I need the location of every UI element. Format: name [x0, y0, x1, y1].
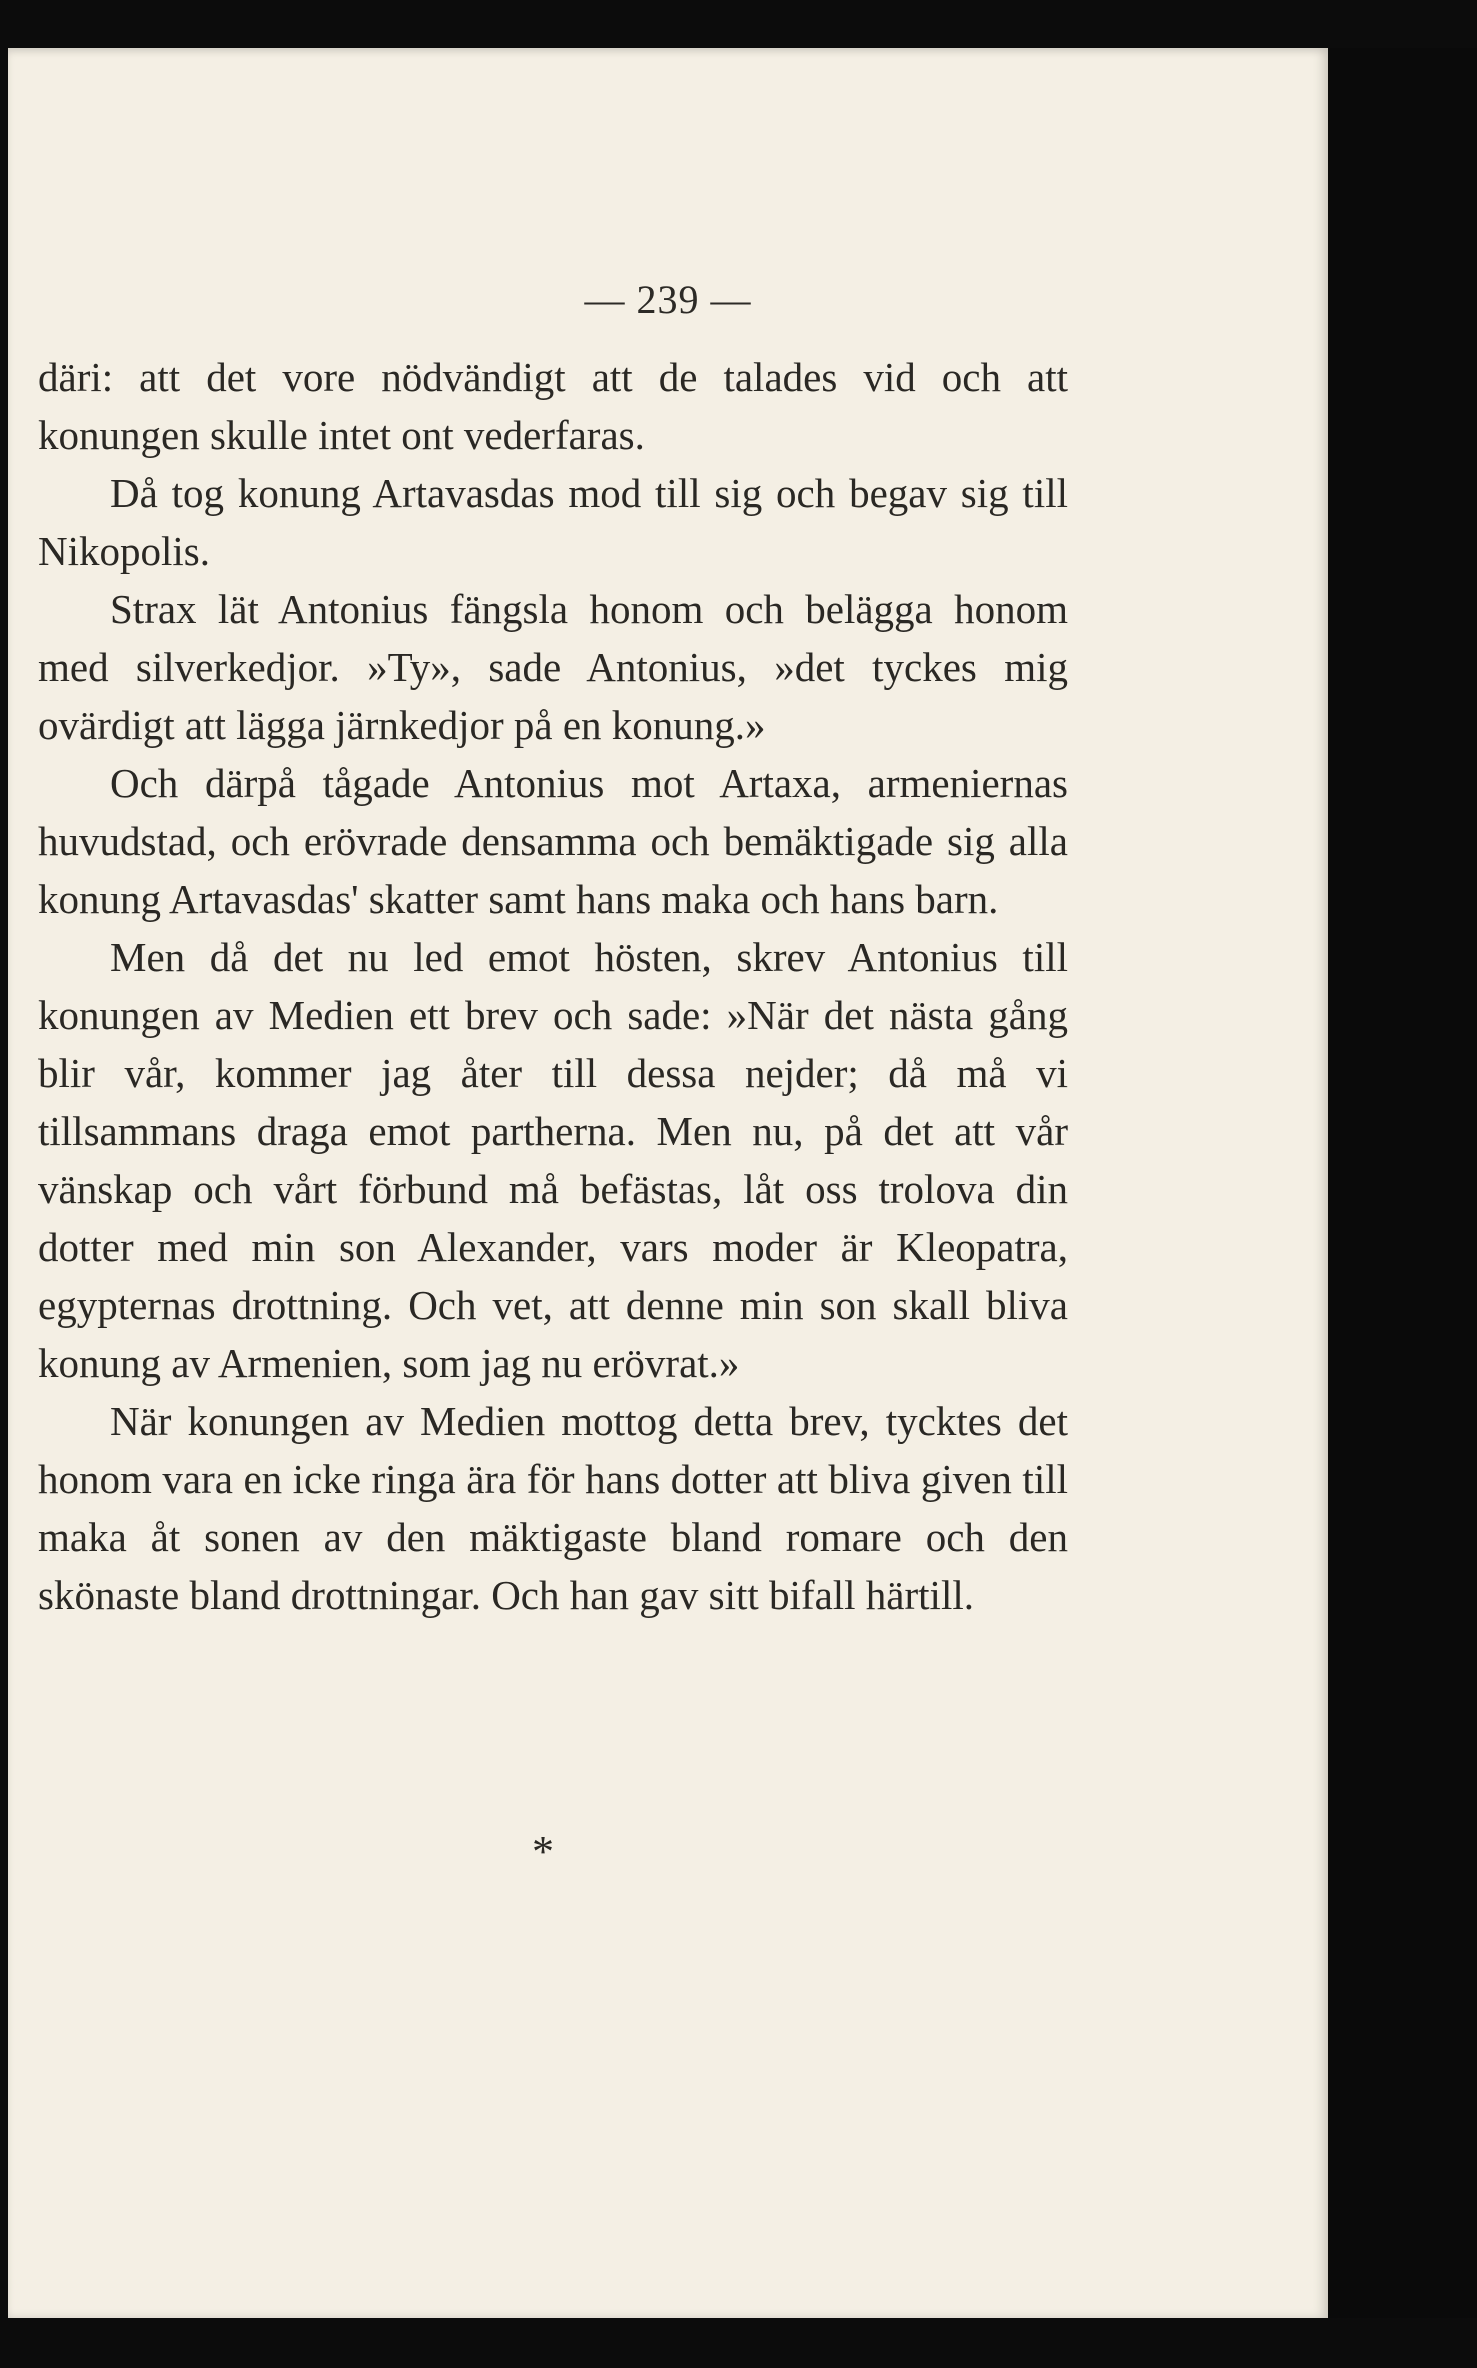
book-page [8, 48, 1328, 2318]
section-ornament: * [532, 1827, 554, 1876]
paragraph: däri: att det vore nödvändigt att de talades vid och att konungen skulle intet ont vederfaras. [38, 354, 1068, 458]
paragraph: Då tog konung Artavasdas mod till sig och begav sig till Nikopolis. [38, 470, 1068, 574]
paragraph: Och därpå tågade Antonius mot Artaxa, armeniernas huvudstad, och erövrade densamma och bemäktigade sig alla konung Artavasdas' skatter samt hans maka och hans barn. [38, 760, 1068, 922]
paragraph: Men då det nu led emot hösten, skrev Antonius till konungen av Medien ett brev och sade: »När det nästa gång blir vår, kommer jag åter till dessa nejder; då må vi tillsammans draga emot partherna. Men nu, på det att vår vänskap och vårt förbund må befästas, låt oss trolova din dotter med min son Alexander, vars moder är Kleopatra, egypternas drottning. Och vet, att denne min son skall bliva konung av Armenien, som jag nu erövrat.» [38, 934, 1068, 1386]
page-number: — 239 — [584, 277, 752, 322]
paragraph: Strax lät Antonius fängsla honom och belägga honom med silverkedjor. »Ty», sade Antonius, »det tyckes mig ovärdigt att lägga järnkedjor på en konung.» [38, 586, 1068, 748]
scan-background-edge [1328, 48, 1477, 2318]
body-text [38, 348, 1068, 1624]
paragraph: När konungen av Medien mottog detta brev, tycktes det honom vara en icke ringa ära för hans dotter att bliva given till maka åt sonen av den mäktigaste bland romare och den skönaste bland drottningar. Och han gav sitt bifall härtill. [38, 1398, 1068, 1618]
